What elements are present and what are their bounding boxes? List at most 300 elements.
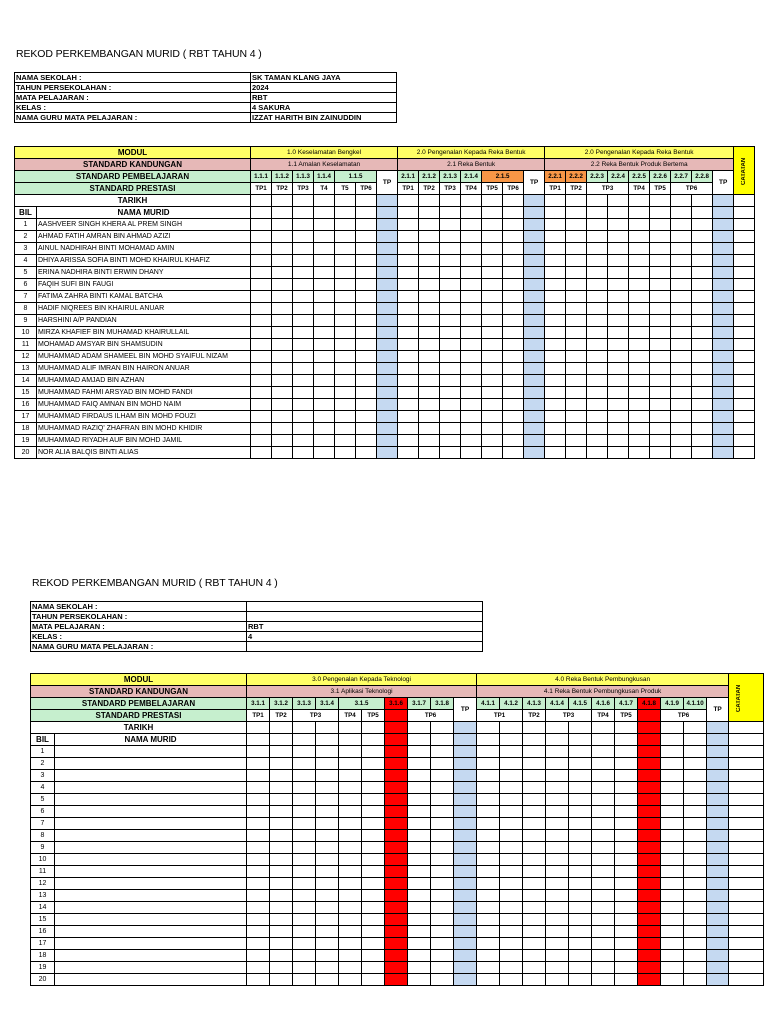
score-cell[interactable] — [587, 363, 608, 375]
score-cell[interactable] — [454, 806, 477, 818]
score-cell[interactable] — [477, 950, 500, 962]
score-cell[interactable] — [671, 339, 692, 351]
score-cell[interactable] — [314, 231, 335, 243]
score-cell[interactable] — [461, 339, 482, 351]
score-cell[interactable] — [692, 387, 713, 399]
score-cell[interactable] — [569, 818, 592, 830]
student-name[interactable] — [55, 926, 247, 938]
score-cell[interactable] — [524, 363, 545, 375]
score-cell[interactable] — [440, 411, 461, 423]
score-cell[interactable] — [523, 950, 546, 962]
score-cell[interactable] — [729, 842, 764, 854]
score-cell[interactable] — [377, 231, 398, 243]
score-cell[interactable] — [587, 387, 608, 399]
score-cell[interactable] — [569, 806, 592, 818]
score-cell[interactable] — [707, 974, 729, 986]
score-cell[interactable] — [546, 926, 569, 938]
score-cell[interactable] — [500, 890, 523, 902]
score-cell[interactable] — [270, 830, 293, 842]
score-cell[interactable] — [293, 974, 316, 986]
score-cell[interactable] — [440, 351, 461, 363]
score-cell[interactable] — [503, 423, 524, 435]
score-cell[interactable] — [629, 351, 650, 363]
score-cell[interactable] — [482, 291, 503, 303]
score-cell[interactable] — [608, 327, 629, 339]
score-cell[interactable] — [684, 926, 707, 938]
score-cell[interactable] — [661, 890, 684, 902]
score-cell[interactable] — [482, 219, 503, 231]
score-cell[interactable] — [692, 375, 713, 387]
score-cell[interactable] — [661, 866, 684, 878]
score-cell[interactable] — [729, 902, 764, 914]
score-cell[interactable] — [546, 890, 569, 902]
score-cell[interactable] — [477, 830, 500, 842]
score-cell[interactable] — [671, 327, 692, 339]
score-cell[interactable] — [545, 351, 566, 363]
score-cell[interactable] — [339, 902, 362, 914]
score-cell[interactable] — [362, 854, 385, 866]
score-cell[interactable] — [684, 854, 707, 866]
score-cell[interactable] — [734, 375, 755, 387]
score-cell[interactable] — [661, 818, 684, 830]
score-cell[interactable] — [707, 758, 729, 770]
score-cell[interactable] — [335, 303, 356, 315]
score-cell[interactable] — [629, 291, 650, 303]
score-cell[interactable] — [377, 411, 398, 423]
score-cell[interactable] — [566, 435, 587, 447]
score-cell[interactable] — [335, 351, 356, 363]
score-cell[interactable] — [684, 782, 707, 794]
score-cell[interactable] — [546, 914, 569, 926]
score-cell[interactable] — [566, 219, 587, 231]
score-cell[interactable] — [272, 411, 293, 423]
score-cell[interactable] — [707, 950, 729, 962]
score-cell[interactable] — [398, 423, 419, 435]
score-cell[interactable] — [339, 878, 362, 890]
score-cell[interactable] — [661, 842, 684, 854]
score-cell[interactable] — [431, 818, 454, 830]
score-cell[interactable] — [707, 782, 729, 794]
score-cell[interactable] — [524, 303, 545, 315]
student-name[interactable] — [55, 758, 247, 770]
score-cell[interactable] — [454, 818, 477, 830]
score-cell[interactable] — [671, 255, 692, 267]
score-cell[interactable] — [362, 878, 385, 890]
score-cell[interactable] — [569, 878, 592, 890]
score-cell[interactable] — [356, 303, 377, 315]
score-cell[interactable] — [713, 339, 734, 351]
score-cell[interactable] — [398, 255, 419, 267]
score-cell[interactable] — [707, 830, 729, 842]
score-cell[interactable] — [546, 830, 569, 842]
info-value[interactable] — [247, 602, 483, 612]
score-cell[interactable] — [569, 902, 592, 914]
score-cell[interactable] — [615, 758, 638, 770]
score-cell[interactable] — [608, 435, 629, 447]
score-cell[interactable] — [270, 818, 293, 830]
score-cell[interactable] — [461, 327, 482, 339]
student-name[interactable] — [55, 938, 247, 950]
score-cell[interactable] — [293, 902, 316, 914]
score-cell[interactable] — [503, 375, 524, 387]
score-cell[interactable] — [461, 231, 482, 243]
score-cell[interactable] — [477, 938, 500, 950]
score-cell[interactable] — [734, 291, 755, 303]
score-cell[interactable] — [339, 842, 362, 854]
score-cell[interactable] — [608, 279, 629, 291]
score-cell[interactable] — [356, 243, 377, 255]
score-cell[interactable] — [500, 806, 523, 818]
score-cell[interactable] — [707, 806, 729, 818]
score-cell[interactable] — [461, 423, 482, 435]
score-cell[interactable] — [503, 267, 524, 279]
score-cell[interactable] — [314, 435, 335, 447]
score-cell[interactable] — [251, 363, 272, 375]
score-cell[interactable] — [671, 291, 692, 303]
score-cell[interactable] — [592, 746, 615, 758]
score-cell[interactable] — [671, 315, 692, 327]
score-cell[interactable] — [707, 902, 729, 914]
score-cell[interactable] — [316, 758, 339, 770]
score-cell[interactable] — [734, 315, 755, 327]
score-cell[interactable] — [431, 974, 454, 986]
score-cell[interactable] — [545, 411, 566, 423]
score-cell[interactable] — [454, 926, 477, 938]
score-cell[interactable] — [587, 411, 608, 423]
score-cell[interactable] — [419, 315, 440, 327]
score-cell[interactable] — [608, 231, 629, 243]
score-cell[interactable] — [251, 375, 272, 387]
score-cell[interactable] — [734, 411, 755, 423]
score-cell[interactable] — [692, 219, 713, 231]
score-cell[interactable] — [545, 255, 566, 267]
score-cell[interactable] — [592, 842, 615, 854]
score-cell[interactable] — [377, 255, 398, 267]
score-cell[interactable] — [335, 279, 356, 291]
score-cell[interactable] — [500, 962, 523, 974]
score-cell[interactable] — [377, 399, 398, 411]
score-cell[interactable] — [608, 243, 629, 255]
info-value[interactable]: SK TAMAN KLANG JAYA — [251, 73, 397, 83]
score-cell[interactable] — [431, 782, 454, 794]
score-cell[interactable] — [431, 962, 454, 974]
score-cell[interactable] — [377, 279, 398, 291]
score-cell[interactable] — [482, 339, 503, 351]
score-cell[interactable] — [524, 255, 545, 267]
info-value[interactable] — [247, 642, 483, 652]
score-cell[interactable] — [247, 746, 270, 758]
score-cell[interactable] — [408, 974, 431, 986]
score-cell[interactable] — [671, 267, 692, 279]
score-cell[interactable] — [293, 303, 314, 315]
score-cell[interactable] — [524, 423, 545, 435]
score-cell[interactable] — [385, 758, 408, 770]
score-cell[interactable] — [524, 219, 545, 231]
score-cell[interactable] — [272, 327, 293, 339]
score-cell[interactable] — [251, 447, 272, 459]
score-cell[interactable] — [713, 243, 734, 255]
score-cell[interactable] — [293, 387, 314, 399]
score-cell[interactable] — [569, 794, 592, 806]
student-name[interactable] — [55, 866, 247, 878]
score-cell[interactable] — [408, 878, 431, 890]
score-cell[interactable] — [503, 435, 524, 447]
score-cell[interactable] — [707, 890, 729, 902]
score-cell[interactable] — [314, 411, 335, 423]
score-cell[interactable] — [454, 974, 477, 986]
score-cell[interactable] — [362, 938, 385, 950]
score-cell[interactable] — [247, 770, 270, 782]
score-cell[interactable] — [629, 231, 650, 243]
score-cell[interactable] — [661, 938, 684, 950]
score-cell[interactable] — [707, 818, 729, 830]
score-cell[interactable] — [440, 423, 461, 435]
score-cell[interactable] — [377, 267, 398, 279]
score-cell[interactable] — [546, 962, 569, 974]
score-cell[interactable] — [270, 902, 293, 914]
score-cell[interactable] — [356, 423, 377, 435]
score-cell[interactable] — [650, 399, 671, 411]
score-cell[interactable] — [734, 279, 755, 291]
score-cell[interactable] — [592, 770, 615, 782]
score-cell[interactable] — [431, 902, 454, 914]
score-cell[interactable] — [638, 746, 661, 758]
score-cell[interactable] — [247, 914, 270, 926]
score-cell[interactable] — [316, 962, 339, 974]
score-cell[interactable] — [247, 842, 270, 854]
score-cell[interactable] — [477, 902, 500, 914]
score-cell[interactable] — [293, 435, 314, 447]
score-cell[interactable] — [316, 746, 339, 758]
score-cell[interactable] — [523, 758, 546, 770]
score-cell[interactable] — [671, 399, 692, 411]
score-cell[interactable] — [500, 938, 523, 950]
score-cell[interactable] — [569, 758, 592, 770]
score-cell[interactable] — [251, 387, 272, 399]
score-cell[interactable] — [629, 387, 650, 399]
score-cell[interactable] — [431, 890, 454, 902]
score-cell[interactable] — [398, 303, 419, 315]
score-cell[interactable] — [629, 339, 650, 351]
score-cell[interactable] — [270, 878, 293, 890]
score-cell[interactable] — [477, 758, 500, 770]
score-cell[interactable] — [314, 351, 335, 363]
score-cell[interactable] — [398, 387, 419, 399]
score-cell[interactable] — [461, 447, 482, 459]
score-cell[interactable] — [339, 914, 362, 926]
score-cell[interactable] — [440, 267, 461, 279]
score-cell[interactable] — [440, 363, 461, 375]
score-cell[interactable] — [671, 219, 692, 231]
score-cell[interactable] — [500, 770, 523, 782]
score-cell[interactable] — [545, 267, 566, 279]
score-cell[interactable] — [335, 447, 356, 459]
info-value[interactable]: RBT — [247, 622, 483, 632]
score-cell[interactable] — [729, 866, 764, 878]
score-cell[interactable] — [592, 866, 615, 878]
score-cell[interactable] — [707, 866, 729, 878]
score-cell[interactable] — [398, 435, 419, 447]
score-cell[interactable] — [707, 746, 729, 758]
score-cell[interactable] — [335, 255, 356, 267]
score-cell[interactable] — [385, 842, 408, 854]
score-cell[interactable] — [684, 938, 707, 950]
score-cell[interactable] — [316, 950, 339, 962]
score-cell[interactable] — [477, 962, 500, 974]
score-cell[interactable] — [293, 423, 314, 435]
score-cell[interactable] — [629, 447, 650, 459]
score-cell[interactable] — [713, 375, 734, 387]
score-cell[interactable] — [615, 866, 638, 878]
score-cell[interactable] — [477, 746, 500, 758]
score-cell[interactable] — [316, 830, 339, 842]
score-cell[interactable] — [545, 447, 566, 459]
score-cell[interactable] — [692, 447, 713, 459]
score-cell[interactable] — [408, 854, 431, 866]
score-cell[interactable] — [692, 399, 713, 411]
score-cell[interactable] — [454, 938, 477, 950]
score-cell[interactable] — [545, 327, 566, 339]
score-cell[interactable] — [734, 339, 755, 351]
score-cell[interactable] — [503, 303, 524, 315]
score-cell[interactable] — [440, 339, 461, 351]
score-cell[interactable] — [638, 974, 661, 986]
score-cell[interactable] — [503, 219, 524, 231]
score-cell[interactable] — [734, 231, 755, 243]
score-cell[interactable] — [251, 327, 272, 339]
score-cell[interactable] — [523, 770, 546, 782]
score-cell[interactable] — [638, 866, 661, 878]
score-cell[interactable] — [339, 830, 362, 842]
score-cell[interactable] — [592, 758, 615, 770]
score-cell[interactable] — [461, 219, 482, 231]
score-cell[interactable] — [339, 926, 362, 938]
score-cell[interactable] — [692, 231, 713, 243]
score-cell[interactable] — [482, 327, 503, 339]
score-cell[interactable] — [650, 375, 671, 387]
score-cell[interactable] — [419, 243, 440, 255]
score-cell[interactable] — [546, 902, 569, 914]
score-cell[interactable] — [314, 303, 335, 315]
score-cell[interactable] — [270, 962, 293, 974]
score-cell[interactable] — [339, 890, 362, 902]
score-cell[interactable] — [377, 387, 398, 399]
score-cell[interactable] — [316, 926, 339, 938]
score-cell[interactable] — [377, 303, 398, 315]
info-value[interactable] — [247, 612, 483, 622]
score-cell[interactable] — [545, 219, 566, 231]
score-cell[interactable] — [293, 878, 316, 890]
score-cell[interactable] — [615, 782, 638, 794]
score-cell[interactable] — [385, 806, 408, 818]
score-cell[interactable] — [500, 758, 523, 770]
score-cell[interactable] — [356, 351, 377, 363]
score-cell[interactable] — [335, 387, 356, 399]
score-cell[interactable] — [545, 315, 566, 327]
score-cell[interactable] — [270, 854, 293, 866]
score-cell[interactable] — [314, 327, 335, 339]
score-cell[interactable] — [524, 387, 545, 399]
score-cell[interactable] — [661, 974, 684, 986]
score-cell[interactable] — [650, 435, 671, 447]
score-cell[interactable] — [398, 399, 419, 411]
score-cell[interactable] — [362, 914, 385, 926]
score-cell[interactable] — [524, 447, 545, 459]
score-cell[interactable] — [377, 327, 398, 339]
score-cell[interactable] — [293, 363, 314, 375]
score-cell[interactable] — [272, 351, 293, 363]
score-cell[interactable] — [377, 243, 398, 255]
score-cell[interactable] — [408, 770, 431, 782]
score-cell[interactable] — [615, 746, 638, 758]
score-cell[interactable] — [592, 962, 615, 974]
score-cell[interactable] — [454, 758, 477, 770]
score-cell[interactable] — [272, 291, 293, 303]
score-cell[interactable] — [398, 351, 419, 363]
score-cell[interactable] — [734, 255, 755, 267]
score-cell[interactable] — [431, 830, 454, 842]
score-cell[interactable] — [566, 267, 587, 279]
score-cell[interactable] — [482, 267, 503, 279]
score-cell[interactable] — [251, 291, 272, 303]
score-cell[interactable] — [503, 231, 524, 243]
student-name[interactable] — [55, 914, 247, 926]
score-cell[interactable] — [546, 842, 569, 854]
score-cell[interactable] — [356, 363, 377, 375]
score-cell[interactable] — [293, 782, 316, 794]
score-cell[interactable] — [707, 938, 729, 950]
score-cell[interactable] — [569, 950, 592, 962]
score-cell[interactable] — [638, 782, 661, 794]
score-cell[interactable] — [477, 890, 500, 902]
score-cell[interactable] — [293, 842, 316, 854]
score-cell[interactable] — [569, 830, 592, 842]
score-cell[interactable] — [608, 447, 629, 459]
score-cell[interactable] — [545, 279, 566, 291]
score-cell[interactable] — [316, 974, 339, 986]
score-cell[interactable] — [638, 758, 661, 770]
score-cell[interactable] — [247, 806, 270, 818]
score-cell[interactable] — [608, 291, 629, 303]
score-cell[interactable] — [592, 818, 615, 830]
score-cell[interactable] — [461, 315, 482, 327]
score-cell[interactable] — [500, 782, 523, 794]
score-cell[interactable] — [362, 890, 385, 902]
score-cell[interactable] — [671, 411, 692, 423]
score-cell[interactable] — [500, 818, 523, 830]
score-cell[interactable] — [638, 806, 661, 818]
score-cell[interactable] — [270, 746, 293, 758]
score-cell[interactable] — [293, 327, 314, 339]
score-cell[interactable] — [316, 902, 339, 914]
score-cell[interactable] — [569, 974, 592, 986]
score-cell[interactable] — [440, 399, 461, 411]
score-cell[interactable] — [661, 926, 684, 938]
score-cell[interactable] — [408, 794, 431, 806]
score-cell[interactable] — [314, 219, 335, 231]
score-cell[interactable] — [482, 243, 503, 255]
score-cell[interactable] — [251, 267, 272, 279]
score-cell[interactable] — [707, 794, 729, 806]
score-cell[interactable] — [500, 926, 523, 938]
score-cell[interactable] — [461, 303, 482, 315]
score-cell[interactable] — [692, 339, 713, 351]
score-cell[interactable] — [524, 339, 545, 351]
info-value[interactable]: 2024 — [251, 83, 397, 93]
score-cell[interactable] — [587, 219, 608, 231]
score-cell[interactable] — [339, 746, 362, 758]
score-cell[interactable] — [385, 926, 408, 938]
